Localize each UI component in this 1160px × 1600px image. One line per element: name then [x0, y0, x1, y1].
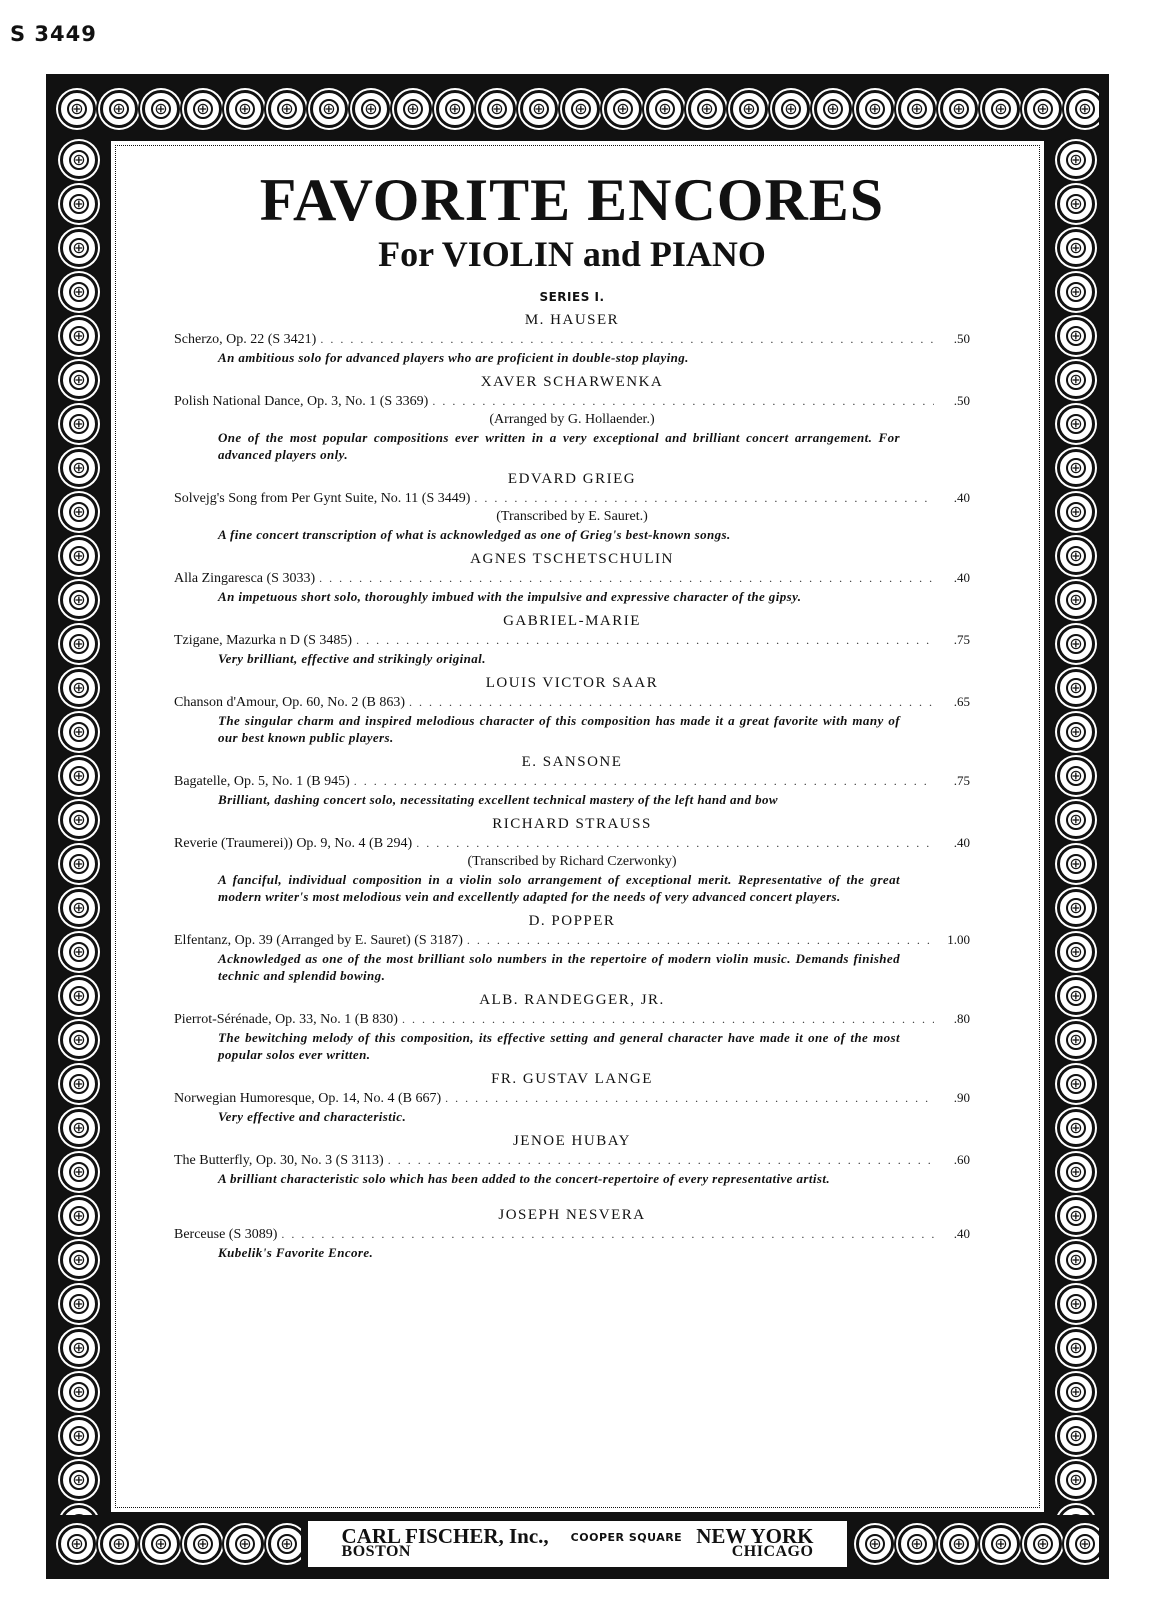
work-description: Kubelik's Favorite Encore.	[218, 1245, 374, 1260]
ornament-medallion-icon	[58, 90, 96, 128]
work-row	[174, 330, 970, 349]
ornament-medallion-icon	[100, 90, 138, 128]
ornament-medallion-icon	[60, 1109, 98, 1147]
ornament-medallion-icon	[226, 90, 264, 128]
ornament-medallion-icon	[1057, 933, 1095, 971]
ornament-medallion-icon	[730, 90, 768, 128]
work-description: The bewitching melody of this composition, its effective setting and general character have made it one of the most popular solos ever written.	[218, 1030, 900, 1062]
ornament-medallion-icon	[1057, 537, 1095, 575]
catalog-content	[174, 168, 970, 1261]
ornament-medallion-icon	[940, 1525, 978, 1563]
work-row	[174, 1151, 970, 1170]
dot-leader	[319, 569, 934, 587]
entry-list	[174, 310, 970, 1261]
ornament-medallion-icon	[60, 669, 98, 707]
composer-name: D. POPPER	[528, 913, 616, 929]
work-title: The Butterfly, Op. 30, No. 3 (S 3113)	[174, 1153, 384, 1168]
ornament-medallion-icon	[1024, 90, 1062, 128]
work-description: A fine concert transcription of what is acknowledged as one of Grieg's best-known songs.	[218, 527, 731, 542]
ornament-medallion-icon	[1057, 845, 1095, 883]
ornament-medallion-icon	[60, 1197, 98, 1235]
ornament-medallion-icon	[1057, 1505, 1095, 1515]
work-title: Polish National Dance, Op. 3, No. 1 (S 3369)	[174, 394, 429, 409]
ornament-medallion-icon	[60, 1417, 98, 1455]
work-description: The singular charm and inspired melodious character of this composition has made it a great favorite with many of our best known public players.	[218, 713, 900, 745]
publisher-address: COOPER SQUARE	[570, 1530, 683, 1544]
ornament-medallion-icon	[982, 1525, 1020, 1563]
work-row	[174, 569, 970, 588]
catalog-entry	[174, 1069, 970, 1125]
work-title: Pierrot-Sérénade, Op. 33, No. 1 (B 830)	[174, 1012, 398, 1027]
ornament-medallion-icon	[604, 90, 642, 128]
work-title: Solvejg's Song from Per Gynt Suite, No. 11 (S 3449)	[174, 491, 471, 506]
ornament-medallion-icon	[1057, 977, 1095, 1015]
catalog-entry	[174, 1131, 970, 1187]
dot-leader	[354, 772, 934, 790]
ornament-medallion-icon	[60, 229, 98, 267]
ornament-medallion-icon	[60, 1373, 98, 1411]
composer-name: JOSEPH NESVERA	[498, 1207, 646, 1223]
ornament-medallion-icon	[982, 90, 1020, 128]
ornament-medallion-icon	[1057, 1373, 1095, 1411]
work-description: A brilliant characteristic solo which has been added to the concert-repertoire of every representative artist.	[218, 1171, 830, 1186]
work-description: A fanciful, individual composition in a violin solo arrangement of exceptional merit. Representative of the great modern writer's most melodious vein and excellently adapted for the needs of very advanced concert players.	[218, 872, 900, 904]
ornament-medallion-icon	[1057, 625, 1095, 663]
ornament-medallion-icon	[1057, 405, 1095, 443]
ornament-medallion-icon	[772, 90, 810, 128]
work-description: An impetuous short solo, thoroughly imbued with the impulsive and expressive character of the gipsy.	[218, 589, 802, 604]
price: .65	[953, 694, 970, 709]
ornament-medallion-icon	[1057, 1329, 1095, 1367]
work-title: Scherzo, Op. 22 (S 3421)	[174, 332, 317, 347]
ornament-medallion-icon	[184, 1525, 222, 1563]
ornament-medallion-icon	[1057, 713, 1095, 751]
border-bottom-right-band	[854, 1519, 1099, 1569]
work-description: Brilliant, dashing concert solo, necessitating excellent technical mastery of the left hand and bow	[218, 792, 778, 807]
price: .40	[953, 1226, 970, 1241]
dot-leader	[432, 392, 934, 410]
ornament-medallion-icon	[1057, 1241, 1095, 1279]
price: .50	[953, 331, 970, 346]
work-title: Chanson d'Amour, Op. 60, No. 2 (B 863)	[174, 695, 406, 710]
dot-leader	[320, 330, 934, 348]
price: 1.00	[947, 932, 970, 947]
border-top-band	[56, 84, 1099, 134]
work-row	[174, 693, 970, 712]
catalog-entry	[174, 372, 970, 463]
dot-leader	[416, 834, 934, 852]
ornament-medallion-icon	[60, 977, 98, 1015]
ornament-medallion-icon	[60, 361, 98, 399]
ornament-medallion-icon	[58, 1525, 96, 1563]
ornament-medallion-icon	[60, 801, 98, 839]
ornament-medallion-icon	[268, 1525, 301, 1563]
price: .60	[953, 1152, 970, 1167]
ornament-medallion-icon	[1057, 889, 1095, 927]
ornament-medallion-icon	[436, 90, 474, 128]
arrangement-note: (Arranged by G. Hollaender.)	[489, 412, 655, 427]
ornament-medallion-icon	[856, 90, 894, 128]
ornament-medallion-icon	[940, 90, 978, 128]
ornament-medallion-icon	[1057, 493, 1095, 531]
catalog-entry	[174, 611, 970, 667]
border-bottom-left-band	[56, 1519, 301, 1569]
catalog-entry	[174, 1205, 970, 1261]
ornament-medallion-icon	[1057, 801, 1095, 839]
work-row	[174, 772, 970, 791]
ornament-medallion-icon	[394, 90, 432, 128]
composer-name: XAVER SCHARWENKA	[480, 374, 664, 390]
work-description: Very effective and characteristic.	[218, 1109, 407, 1124]
dot-leader	[409, 693, 934, 711]
ornament-medallion-icon	[898, 1525, 936, 1563]
ornament-medallion-icon	[60, 933, 98, 971]
ornament-medallion-icon	[1057, 141, 1095, 179]
price: .80	[953, 1011, 970, 1026]
work-row	[174, 631, 970, 650]
ornament-medallion-icon	[268, 90, 306, 128]
work-description: An ambitious solo for advanced players who are proficient in double-stop playing.	[218, 350, 689, 365]
ornament-medallion-icon	[856, 1525, 894, 1563]
ornament-medallion-icon	[1057, 1065, 1095, 1103]
price: .90	[953, 1090, 970, 1105]
ornament-medallion-icon	[562, 90, 600, 128]
ornament-medallion-icon	[1057, 669, 1095, 707]
ornament-medallion-icon	[352, 90, 390, 128]
ornament-medallion-icon	[1057, 1153, 1095, 1191]
catalog-entry	[174, 752, 970, 808]
composer-name: E. SANSONE	[521, 754, 623, 770]
ornament-medallion-icon	[60, 405, 98, 443]
ornament-medallion-icon	[60, 1153, 98, 1191]
composer-name: FR. GUSTAV LANGE	[491, 1071, 653, 1087]
ornament-medallion-icon	[60, 493, 98, 531]
border-right-band	[1053, 138, 1099, 1515]
border-left-band	[56, 138, 102, 1515]
ornament-medallion-icon	[60, 1241, 98, 1279]
composer-name: RICHARD STRAUSS	[492, 816, 652, 832]
publisher-name: CARL FISCHER, Inc.,	[341, 1524, 549, 1548]
ornament-medallion-icon	[60, 713, 98, 751]
catalog-entry	[174, 469, 970, 543]
ornament-medallion-icon	[60, 1329, 98, 1367]
work-title: Elfentanz, Op. 39 (Arranged by E. Sauret) (S 3187)	[174, 933, 463, 948]
ornament-medallion-icon	[1057, 1197, 1095, 1235]
publisher-city-chicago: CHICAGO	[731, 1543, 814, 1560]
publisher-city-new-york: NEW YORK	[696, 1524, 814, 1548]
composer-name: M. HAUSER	[524, 312, 620, 328]
price: .40	[953, 490, 970, 505]
ornament-medallion-icon	[1057, 317, 1095, 355]
work-row	[174, 392, 970, 411]
composer-name: LOUIS VICTOR SAAR	[485, 675, 659, 691]
ornament-medallion-icon	[1057, 1285, 1095, 1323]
composer-name: EDVARD GRIEG	[507, 471, 637, 487]
ornament-medallion-icon	[1057, 757, 1095, 795]
dot-leader	[445, 1089, 934, 1107]
dot-leader	[467, 931, 934, 949]
composer-name: JENOE HUBAY	[512, 1133, 632, 1149]
ornament-medallion-icon	[60, 141, 98, 179]
ornament-medallion-icon	[60, 1285, 98, 1323]
ornament-medallion-icon	[1057, 1417, 1095, 1455]
catalog-code: S 3449	[10, 22, 97, 46]
ornament-medallion-icon	[1057, 581, 1095, 619]
dot-leader	[474, 489, 934, 507]
ornament-medallion-icon	[60, 757, 98, 795]
ornament-medallion-icon	[520, 90, 558, 128]
work-title: Alla Zingaresca (S 3033)	[174, 571, 316, 586]
dot-leader	[356, 631, 934, 649]
work-title: Tzigane, Mazurka n D (S 3485)	[174, 633, 353, 648]
work-row	[174, 1010, 970, 1029]
ornament-medallion-icon	[814, 90, 852, 128]
ornament-medallion-icon	[1057, 1461, 1095, 1499]
catalog-entry	[174, 549, 970, 605]
dot-leader	[281, 1225, 934, 1243]
work-row	[174, 1225, 970, 1244]
ornament-medallion-icon	[60, 273, 98, 311]
ornament-medallion-icon	[142, 90, 180, 128]
publisher-footer	[308, 1521, 847, 1567]
price: .75	[953, 773, 970, 788]
work-row	[174, 1089, 970, 1108]
catalog-entry	[174, 990, 970, 1063]
composer-name: GABRIEL-MARIE	[503, 613, 641, 629]
ornament-medallion-icon	[1066, 90, 1099, 128]
work-description: Very brilliant, effective and strikingly original.	[218, 651, 486, 666]
ornament-medallion-icon	[100, 1525, 138, 1563]
ornament-medallion-icon	[184, 90, 222, 128]
ornament-medallion-icon	[60, 1065, 98, 1103]
ornament-medallion-icon	[1057, 185, 1095, 223]
publisher-city-boston: BOSTON	[341, 1543, 411, 1560]
composer-name: ALB. RANDEGGER, JR.	[479, 992, 665, 1008]
catalog-entry	[174, 814, 970, 905]
ornament-medallion-icon	[60, 845, 98, 883]
ornament-medallion-icon	[1057, 273, 1095, 311]
ornament-medallion-icon	[1024, 1525, 1062, 1563]
work-description: Acknowledged as one of the most brilliant solo numbers in the repertoire of modern violin music. Demands finished technic and splendid bowing.	[218, 951, 900, 983]
composer-name: AGNES TSCHETSCHULIN	[470, 551, 674, 567]
ornament-medallion-icon	[898, 90, 936, 128]
dot-leader	[388, 1151, 934, 1169]
dot-leader	[402, 1010, 934, 1028]
ornament-medallion-icon	[60, 581, 98, 619]
ornament-medallion-icon	[1057, 229, 1095, 267]
ornament-medallion-icon	[1066, 1525, 1099, 1563]
work-row	[174, 489, 970, 508]
ornament-medallion-icon	[60, 889, 98, 927]
ornament-medallion-icon	[60, 185, 98, 223]
catalog-entry	[174, 673, 970, 746]
ornament-medallion-icon	[1057, 1021, 1095, 1059]
price: .40	[953, 835, 970, 850]
work-row	[174, 931, 970, 950]
work-title: Berceuse (S 3089)	[174, 1227, 278, 1242]
series-label: SERIES I.	[539, 290, 605, 304]
ornament-medallion-icon	[142, 1525, 180, 1563]
arrangement-note: (Transcribed by Richard Czerwonky)	[467, 854, 677, 869]
ornament-medallion-icon	[60, 625, 98, 663]
work-description: One of the most popular compositions ever written in a very exceptional and brilliant concert arrangement. For advanced players only.	[218, 430, 900, 462]
work-title: Norwegian Humoresque, Op. 14, No. 4 (B 667)	[174, 1091, 442, 1106]
catalog-entry	[174, 911, 970, 984]
price: .50	[953, 393, 970, 408]
price: .75	[953, 632, 970, 647]
ornament-medallion-icon	[60, 317, 98, 355]
catalog-entry	[174, 310, 970, 366]
ornament-medallion-icon	[226, 1525, 264, 1563]
page-subtitle: For VIOLIN and PIANO	[378, 234, 766, 274]
ornament-medallion-icon	[60, 1021, 98, 1059]
ornament-medallion-icon	[60, 1461, 98, 1499]
ornament-medallion-icon	[60, 449, 98, 487]
price: .40	[953, 570, 970, 585]
arrangement-note: (Transcribed by E. Sauret.)	[496, 509, 648, 524]
ornament-medallion-icon	[60, 1505, 98, 1515]
work-title: Bagatelle, Op. 5, No. 1 (B 945)	[174, 774, 350, 789]
ornament-medallion-icon	[1057, 1109, 1095, 1147]
ornament-medallion-icon	[688, 90, 726, 128]
page-title: FAVORITE ENCORES	[259, 167, 885, 233]
ornament-medallion-icon	[1057, 449, 1095, 487]
ornament-medallion-icon	[310, 90, 348, 128]
work-row	[174, 834, 970, 853]
ornament-medallion-icon	[60, 537, 98, 575]
work-title: Reverie (Traumerei)) Op. 9, No. 4 (B 294)	[174, 836, 413, 851]
ornament-medallion-icon	[1057, 361, 1095, 399]
ornament-medallion-icon	[478, 90, 516, 128]
ornament-medallion-icon	[646, 90, 684, 128]
